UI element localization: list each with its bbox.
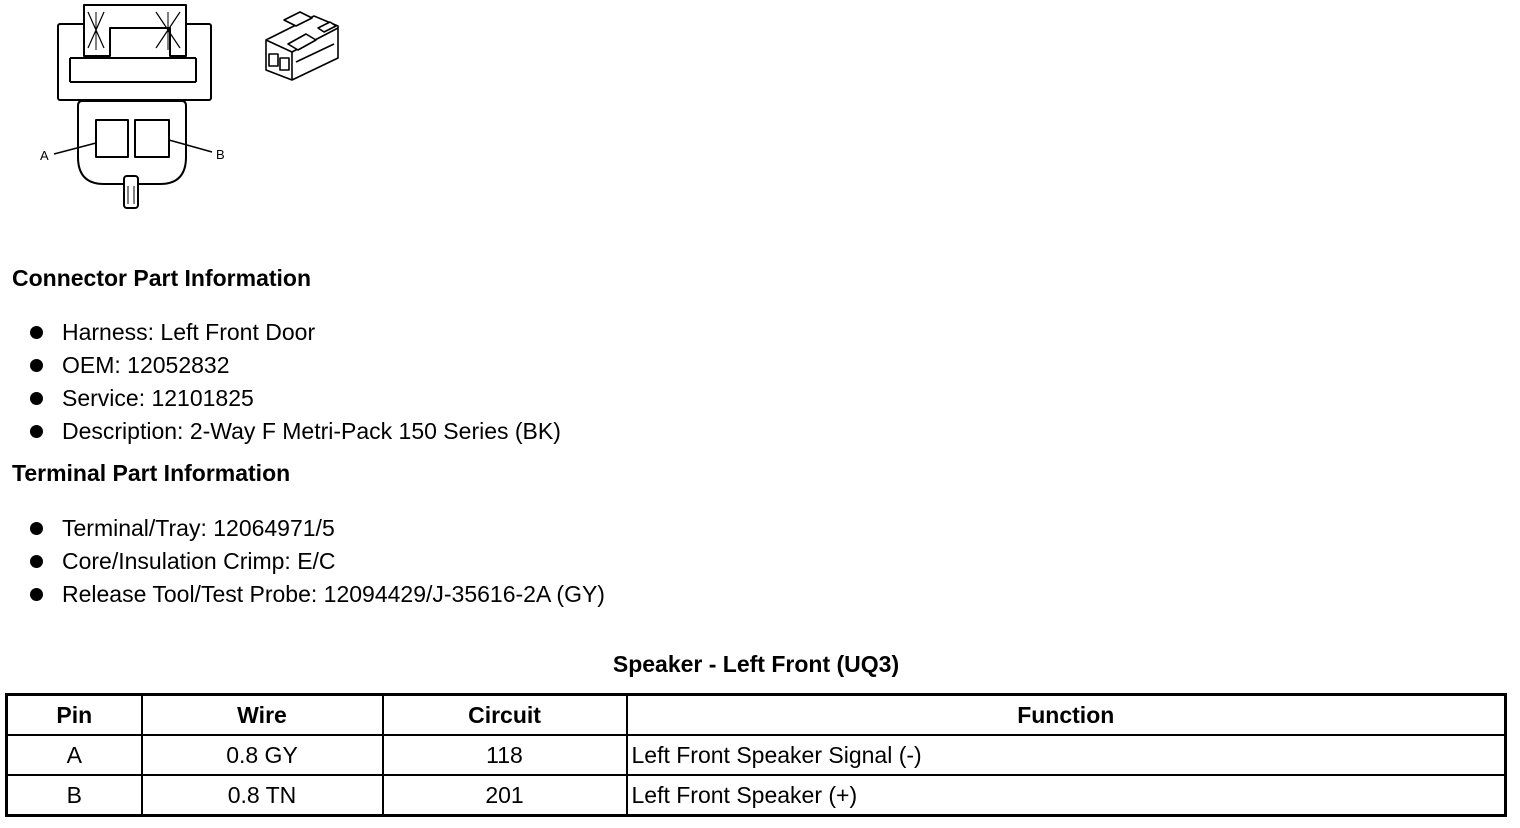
table-title: Speaker - Left Front (UQ3) bbox=[612, 651, 900, 677]
column-header-function: Function bbox=[627, 695, 1506, 736]
list-item bbox=[28, 349, 561, 382]
cell-circuit: 201 bbox=[383, 775, 627, 816]
bullet-icon bbox=[30, 359, 43, 372]
column-header-pin: Pin bbox=[7, 695, 142, 736]
pinout-table bbox=[5, 693, 1507, 817]
list-item bbox=[28, 545, 605, 578]
cell-function: Left Front Speaker Signal (-) bbox=[627, 735, 1506, 775]
list-item bbox=[28, 415, 561, 448]
cell-pin: A bbox=[7, 735, 142, 775]
cell-circuit: 118 bbox=[383, 735, 627, 775]
connector-isometric-view bbox=[266, 12, 338, 80]
bullet-icon bbox=[30, 392, 43, 405]
cell-wire: 0.8 GY bbox=[142, 735, 383, 775]
cell-pin: B bbox=[7, 775, 142, 816]
bullet-icon bbox=[30, 425, 43, 438]
list-item bbox=[28, 382, 561, 415]
table-row bbox=[7, 735, 1506, 775]
list-item-text: Service: 12101825 bbox=[62, 385, 254, 411]
connector-part-heading: Connector Part Information bbox=[12, 265, 312, 291]
cell-function: Left Front Speaker (+) bbox=[627, 775, 1506, 816]
list-item bbox=[28, 578, 605, 611]
pin-label-b: B bbox=[216, 147, 225, 162]
table-row bbox=[7, 775, 1506, 816]
list-item-text: OEM: 12052832 bbox=[62, 352, 230, 378]
terminal-part-list bbox=[28, 512, 605, 611]
bullet-icon bbox=[30, 588, 43, 601]
bullet-icon bbox=[30, 326, 43, 339]
column-header-wire: Wire bbox=[142, 695, 383, 736]
list-item-text: Core/Insulation Crimp: E/C bbox=[62, 548, 336, 574]
list-item-text: Release Tool/Test Probe: 12094429/J-35616-2A (GY) bbox=[62, 581, 605, 607]
list-item bbox=[28, 512, 605, 545]
bullet-icon bbox=[30, 555, 43, 568]
connector-diagram bbox=[0, 0, 380, 220]
cell-wire: 0.8 TN bbox=[142, 775, 383, 816]
pin-label-a: A bbox=[40, 148, 49, 163]
list-item-text: Harness: Left Front Door bbox=[62, 319, 316, 345]
bullet-icon bbox=[30, 522, 43, 535]
list-item bbox=[28, 316, 561, 349]
list-item-text: Description: 2-Way F Metri-Pack 150 Series (BK) bbox=[62, 418, 561, 444]
list-item-text: Terminal/Tray: 12064971/5 bbox=[62, 515, 335, 541]
table-header-row bbox=[7, 695, 1506, 736]
column-header-circuit: Circuit bbox=[383, 695, 627, 736]
connector-part-list bbox=[28, 316, 561, 448]
terminal-part-heading: Terminal Part Information bbox=[12, 460, 291, 486]
connector-face-view bbox=[54, 5, 212, 208]
